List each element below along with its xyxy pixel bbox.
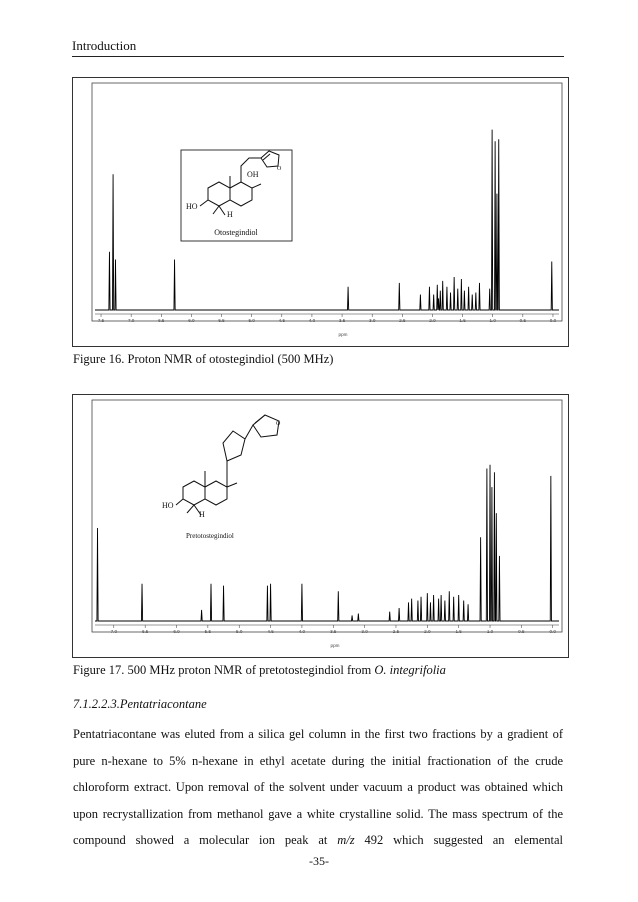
x-tick-label: 1.0 [489, 318, 496, 323]
x-tick-label: 5.5 [218, 318, 225, 323]
axis-unit-label: ppm [338, 332, 348, 337]
structure-name: Otostegindiol [214, 228, 258, 237]
x-tick-label: 4.5 [278, 318, 286, 323]
x-tick-label: 7.0 [110, 629, 118, 634]
paragraph-line-2: pure n-hexane to 5% n-hexane in ethyl acetate during the initial fractionation of the crude [73, 753, 563, 768]
x-tick-label: 6.5 [158, 318, 165, 323]
header-rule [72, 56, 564, 57]
figure-16-caption: Figure 16. Proton NMR of otostegindiol (500 MHz) [73, 352, 334, 366]
x-tick-label: 1.5 [455, 629, 462, 634]
x-tick-label: 0.0 [549, 318, 557, 323]
x-tick-label: 3.0 [368, 318, 376, 323]
x-tick-label: 3.0 [361, 629, 368, 634]
label-oh: OH [247, 170, 259, 179]
x-tick-label: 5.0 [236, 629, 243, 634]
x-tick-label: 0.5 [518, 629, 525, 634]
x-tick-label: 2.0 [429, 318, 436, 323]
axis-unit-label: ppm [330, 643, 340, 648]
x-tick-label: 7.5 [97, 318, 105, 323]
paragraph-line-1: Pentatriacontane was eluted from a silica gel column in the first two fractions by a gradient of [73, 727, 563, 741]
caption-species: O. integrifolia [374, 663, 446, 677]
paragraph-line-5 [73, 827, 563, 854]
x-tick-label: 6.5 [141, 629, 149, 634]
body-paragraph [73, 721, 563, 854]
figure-16-frame [72, 77, 569, 347]
x-tick-label: 6.0 [173, 629, 180, 634]
x-tick-label: 4.5 [267, 629, 274, 634]
x-tick-label: 3.5 [338, 318, 346, 323]
line5-text-a: compound showed a molecular ion peak at [73, 833, 338, 847]
figure-17-frame [72, 394, 569, 658]
x-tick-label: 0.0 [549, 629, 556, 634]
label-ho: HO [162, 501, 174, 510]
x-tick-label: 5.5 [204, 629, 212, 634]
x-tick-label: 2.5 [392, 629, 400, 634]
label-h: H [199, 510, 205, 519]
x-tick-label: 2.0 [424, 629, 431, 634]
line5-text-b: 492 which suggested an elemental [354, 833, 564, 847]
x-tick-label: 2.5 [399, 318, 406, 323]
x-tick-label: 7.0 [127, 318, 135, 323]
structure-pretotostegindiol [162, 415, 281, 540]
label-h: H [227, 210, 233, 219]
x-tick-label: 6.0 [188, 318, 195, 323]
x-tick-label: 3.5 [330, 629, 337, 634]
page-number: -35- [309, 854, 329, 868]
x-tick-label: 4.0 [308, 318, 316, 323]
caption-text: Figure 17. 500 MHz proton NMR of pretotostegindiol from [73, 663, 375, 677]
x-tick-label: 1.5 [459, 318, 466, 323]
x-tick-label: 4.0 [298, 629, 306, 634]
x-tick-label: 5.0 [248, 318, 255, 323]
figure-17-caption [73, 663, 446, 678]
paragraph-line-4: upon recrystallization from methanol gave a white crystalline solid. The mass spectrum of the [73, 806, 563, 821]
running-header: Introduction [72, 38, 137, 53]
structure-name: Pretotostegindiol [186, 532, 234, 540]
paragraph-line-3: chloroform extract. Upon removal of the solvent under vacuum a product was obtained which [73, 780, 563, 794]
label-o: O [276, 421, 281, 427]
x-tick-label: 0.5 [519, 318, 527, 323]
nmr-spectrum-line [95, 465, 559, 621]
figure-16-spectrum [73, 78, 568, 346]
label-o: O [277, 166, 282, 172]
line5-mz: m/z [337, 833, 355, 847]
figure-17-spectrum [73, 395, 568, 657]
structure-otostegindiol [181, 150, 292, 241]
nmr-spectrum-line [95, 130, 559, 310]
label-ho: HO [186, 202, 198, 211]
x-tick-label: 1.0 [486, 629, 494, 634]
section-heading: 7.1.2.2.3.Pentatriacontane [73, 697, 207, 711]
